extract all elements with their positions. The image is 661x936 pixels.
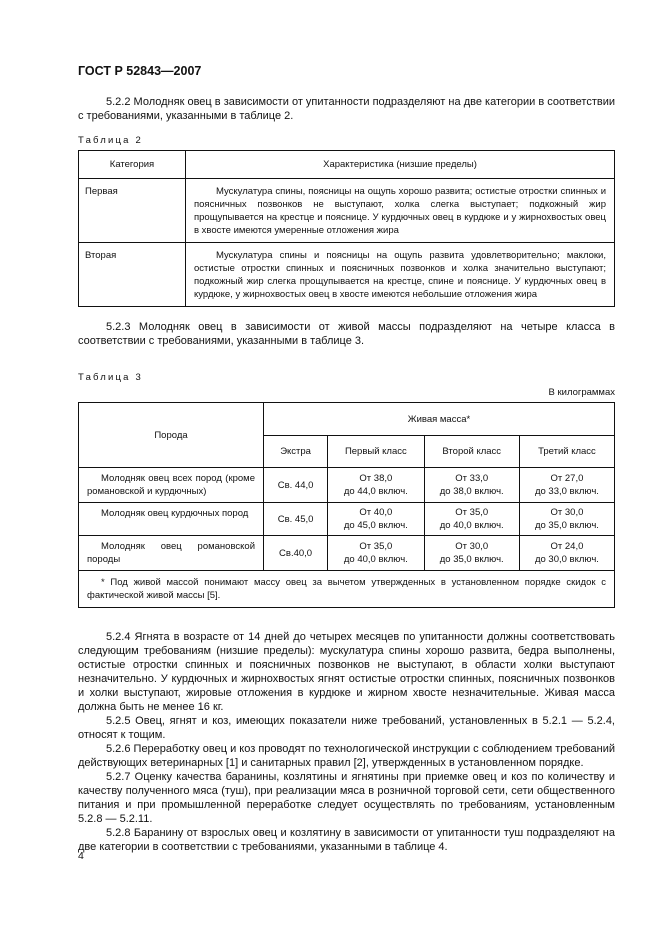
paragraph-5-2-4: 5.2.4 Ягнята в возрасте от 14 дней до четырех месяцев по упитанности должны соответствовать следующим требованиям (низшие пределы): мускулатура спины хорошо развита, бедра выполнены, остистые отростки спинных и поясничных позвонков не выступают, в области холки выступают незначительно. У курдючных и жирнохвостых ягнят остистые отростки спинных, поясничных позвонков и холки выступают, жировые отложения в курдюке и жирном хвосте незначительные. Живая масса должна быть не менее 16 кг. xyxy=(78,631,615,713)
table-row xyxy=(79,468,615,503)
description-cell xyxy=(186,179,615,243)
paragraphs-block xyxy=(78,630,615,854)
range-to: до 30,0 включ. xyxy=(534,554,599,565)
paragraph-5-2-7: 5.2.7 Оценку качества баранины, козлятины и ягнятины при приемке овец и коз по количеству и качеству полученного мяса (туш), при реализации мяса в розничной торговой сети, сети общественного питания и при промышленной переработке следует осуществлять по требованиям, установленным 5.2.8 — 5.2.11. xyxy=(78,771,615,825)
first-class-cell xyxy=(328,536,424,571)
range-to: до 35,0 включ. xyxy=(439,554,504,565)
range-to: до 44,0 включ. xyxy=(343,486,408,497)
first-class-cell xyxy=(328,503,424,536)
page-number: 4 xyxy=(78,850,84,862)
range-from: От 33,0 xyxy=(455,473,489,484)
table-2-caption: Таблица 2 xyxy=(78,135,143,146)
breed-text: Молодняк овец курдючных пород xyxy=(101,508,249,519)
third-class-cell xyxy=(519,503,614,536)
range-from: От 24,0 xyxy=(550,541,584,552)
third-class-cell xyxy=(519,536,614,571)
second-class-cell xyxy=(424,536,519,571)
table-3-caption: Таблица 3 xyxy=(78,372,143,383)
third-class-cell xyxy=(519,468,614,503)
range-from: От 35,0 xyxy=(455,507,489,518)
range-from: От 35,0 xyxy=(359,541,393,552)
range-from: От 30,0 xyxy=(550,507,584,518)
extra-cell: Св.40,0 xyxy=(264,536,328,571)
table-row xyxy=(79,179,615,243)
paragraph-5-2-6: 5.2.6 Переработку овец и коз проводят по технологической инструкции с соблюдением требований действующих ветеринарных [1] и санитарных правил [2], утвержденных в установленном порядке. xyxy=(78,743,615,769)
paragraph-5-2-8: 5.2.8 Баранину от взрослых овец и козлятину в зависимости от упитанности туш подразделяют на две категории в соответствии с требованиями, указанными в таблице 4. xyxy=(78,827,615,853)
range-from: От 38,0 xyxy=(359,473,393,484)
paragraph-5-2-3 xyxy=(78,320,615,348)
first-class-header: Первый класс xyxy=(328,436,424,468)
breed-cell xyxy=(79,468,264,503)
table-2 xyxy=(78,150,615,307)
range-from: От 40,0 xyxy=(359,507,393,518)
table-row xyxy=(79,243,615,307)
category-cell: Вторая xyxy=(79,243,186,307)
category-cell: Первая xyxy=(79,179,186,243)
breed-cell xyxy=(79,503,264,536)
third-class-header: Третий класс xyxy=(519,436,614,468)
footnote-cell xyxy=(79,571,615,608)
extra-cell: Св. 45,0 xyxy=(264,503,328,536)
table-header-row xyxy=(79,151,615,179)
extra-cell: Св. 44,0 xyxy=(264,468,328,503)
extra-header: Экстра xyxy=(264,436,328,468)
table-row xyxy=(79,536,615,571)
standard-header: ГОСТ Р 52843—2007 xyxy=(78,64,202,78)
breed-text: Молодняк овец романовской породы xyxy=(87,541,255,565)
description-header: Характеристика (низшие пределы) xyxy=(186,151,615,179)
range-to: до 38,0 включ. xyxy=(439,486,504,497)
footnote-row xyxy=(79,571,615,608)
range-from: От 30,0 xyxy=(455,541,489,552)
description-text: Мускулатура спины, поясницы на ощупь хорошо развита; остистые отростки спинных и поясничных позвонков не выступают, холка слегка выступает; подкожный жир прощупывается на крестце и пояснице. У курдючных овец в курдюке и у жирнохвостых овец в хвосте имеются умеренные отложения жира xyxy=(194,186,606,236)
paragraph-5-2-2 xyxy=(78,95,615,123)
second-class-cell xyxy=(424,468,519,503)
table-3 xyxy=(78,402,615,608)
description-cell xyxy=(186,243,615,307)
breed-cell xyxy=(79,536,264,571)
description-text: Мускулатура спины и поясницы на ощупь развита удовлетворительно; маклоки, остистые отростки спинных и поясничных позвонков и холка значительно выступают; подкожный жир слегка прощупывается на крестце, спине и пояснице. У курдючных овец в курдюке, у жирнохвостых овец в хвосте имеются небольшие отложения жира xyxy=(194,250,606,300)
range-to: до 45,0 включ. xyxy=(343,520,408,531)
live-weight-header: Живая масса* xyxy=(264,403,615,436)
second-class-cell xyxy=(424,503,519,536)
range-to: до 35,0 включ. xyxy=(534,520,599,531)
range-from: От 27,0 xyxy=(550,473,584,484)
footnote-text: * Под живой массой понимают массу овец за вычетом утвержденных в установленном порядке скидок с фактической живой массы [5]. xyxy=(87,577,606,601)
range-to: до 33,0 включ. xyxy=(534,486,599,497)
breed-header: Порода xyxy=(79,403,264,468)
category-header: Категория xyxy=(79,151,186,179)
table-header-row xyxy=(79,403,615,436)
paragraph-5-2-5: 5.2.5 Овец, ягнят и коз, имеющих показатели ниже требований, установленных в 5.2.1 — 5.2.4, относят к тощим. xyxy=(78,715,615,741)
table-row xyxy=(79,503,615,536)
breed-text: Молодняк овец всех пород (кроме романовской и курдючных) xyxy=(87,473,255,497)
first-class-cell xyxy=(328,468,424,503)
paragraph-text: 5.2.2 Молодняк овец в зависимости от упитанности подразделяют на две категории в соответствии с требованиями, указанными в таблице 2. xyxy=(78,96,615,122)
table-3-units: В килограммах xyxy=(548,387,615,398)
paragraph-text: 5.2.3 Молодняк овец в зависимости от живой массы подразделяют на четыре класса в соответствии с требованиями, указанными в таблице 3. xyxy=(78,321,615,347)
range-to: до 40,0 включ. xyxy=(343,554,408,565)
range-to: до 40,0 включ. xyxy=(439,520,504,531)
second-class-header: Второй класс xyxy=(424,436,519,468)
